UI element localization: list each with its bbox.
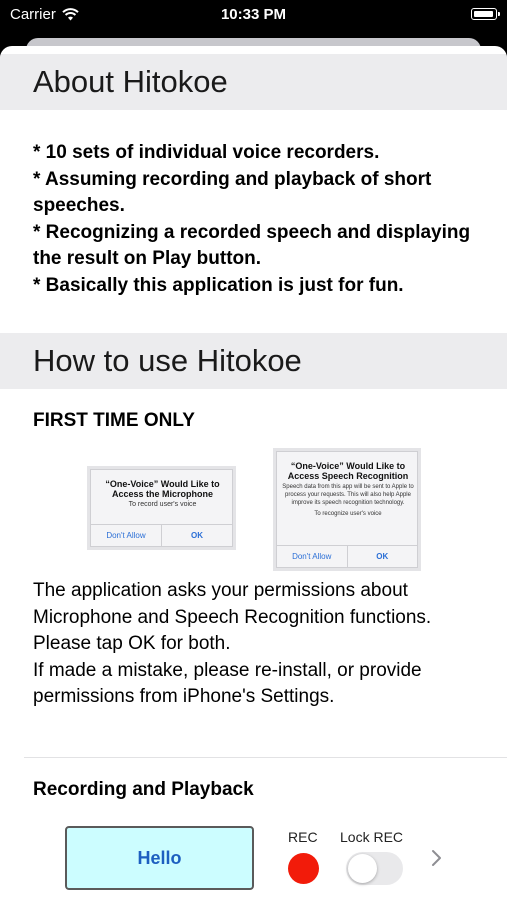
description-line: If made a mistake, please re-install, or provide permissions from iPhone's Settings. xyxy=(33,659,422,707)
about-item: * 10 sets of individual voice recorders. xyxy=(33,142,380,163)
about-section xyxy=(0,54,507,110)
speech-dialog-title: “One-Voice” Would Like to Access Speech Recognition xyxy=(287,461,409,481)
how-to-section xyxy=(0,333,507,389)
description-line: Please tap OK for both. xyxy=(33,633,231,654)
divider xyxy=(24,757,507,758)
rec-label: REC xyxy=(288,829,318,845)
lock-rec-label: Lock REC xyxy=(340,829,404,845)
speech-dialog-deny: Don't Allow xyxy=(292,552,332,561)
mic-dialog-ok: OK xyxy=(161,525,232,546)
how-to-header: How to use Hitokoe xyxy=(0,333,507,389)
permission-description xyxy=(33,578,493,711)
mic-dialog-deny: Don't Allow xyxy=(106,531,146,540)
description-line: The application asks your permissions about Microphone and Speech Recognition functions. xyxy=(33,580,432,628)
mic-dialog-message: To record user's voice xyxy=(128,501,197,508)
speech-dialog-message: Speech data from this app will be sent to Apple to process your requests. This will also help Apple improve its speech recognition technology. xyxy=(282,484,414,506)
play-button[interactable]: Hello xyxy=(65,826,254,890)
about-item: * Basically this application is just for fun. xyxy=(33,274,404,296)
about-item: * Assuming recording and playback of short speeches. xyxy=(33,168,432,216)
speech-dialog-message-2: To recognize user's voice xyxy=(314,511,382,517)
chevron-right-icon[interactable] xyxy=(428,846,446,870)
about-list xyxy=(33,140,493,299)
speech-permission-image xyxy=(276,451,418,568)
recording-heading: Recording and Playback xyxy=(33,779,254,800)
microphone-permission-image xyxy=(90,469,233,547)
speech-dialog-ok: OK xyxy=(347,546,418,567)
mic-dialog-title: “One-Voice” Would Like to Access the Microphone xyxy=(105,479,220,499)
battery-icon xyxy=(471,8,497,20)
about-header: About Hitokoe xyxy=(0,54,507,110)
status-time: 10:33 PM xyxy=(220,6,287,23)
about-item: * Recognizing a recorded speech and displaying the result on Play button. xyxy=(33,221,471,269)
toggle-knob xyxy=(348,854,377,883)
first-time-heading: FIRST TIME ONLY xyxy=(33,410,195,431)
help-sheet[interactable] xyxy=(0,46,507,900)
status-bar xyxy=(0,0,507,32)
lock-rec-toggle[interactable] xyxy=(346,852,403,885)
record-button[interactable] xyxy=(288,853,319,884)
carrier-name: Carrier xyxy=(10,6,56,23)
